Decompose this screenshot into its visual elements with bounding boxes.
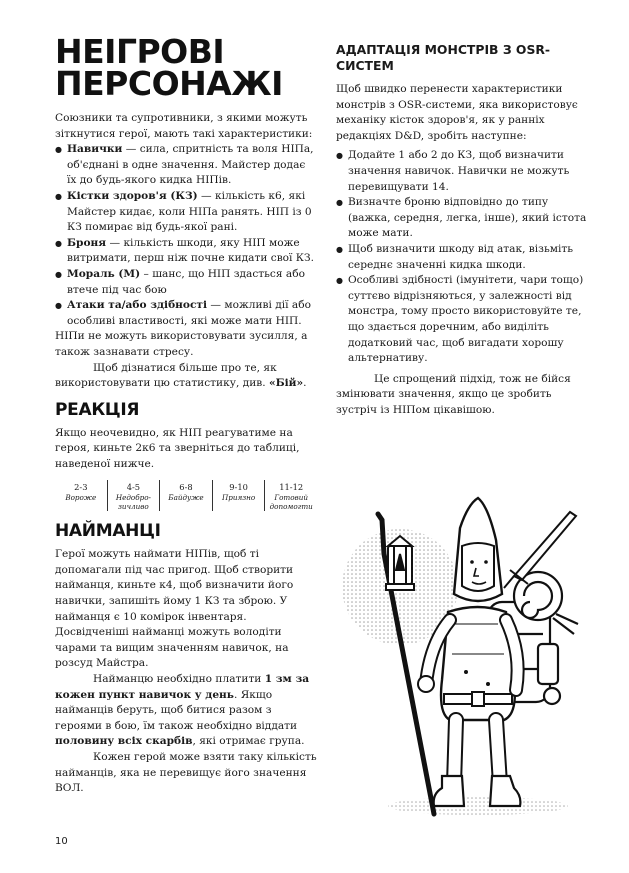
hirelings-paragraph-2 (55, 672, 317, 750)
reaction-result: Недобро-зичливо (115, 493, 151, 511)
reaction-table (55, 480, 317, 511)
reaction-result: Вороже (65, 493, 97, 503)
hirelings-p2-text: , які отримає група. (192, 735, 305, 748)
boot-left (434, 776, 464, 806)
combat-ref-text: Щоб дізнатися більше про те, як використовувати цю статистику, див. (55, 361, 277, 390)
stat-item (55, 236, 317, 267)
stat-text: – шанс, що НІП здасться або втече під час бою (67, 267, 305, 296)
reaction-paragraph: Якщо неочевидно, як НІП реагуватиме на героя, киньте 2к6 та зверніться до таблиці, наведеної нижче. (55, 426, 300, 470)
reaction-roll: 9-10 (229, 482, 248, 493)
stat-item (55, 298, 317, 329)
reaction-result: Байдуже (168, 493, 204, 503)
page-number: 10 (55, 836, 68, 847)
osr-list-item: ● Особливі здібності (імунітети, чари тощо) суттєво відрізняються, у залежності від монстра, тому просто використовуйте те, що здається доречним, або виділіть додатковий час, щоб вигадати хорошу альтернативу. (336, 273, 588, 367)
left-column (55, 32, 317, 797)
stat-text: — кількість шкоди, яку НІП може витримати, перш ніж почне кидати свої КЗ. (67, 236, 314, 265)
reaction-cell (160, 480, 213, 511)
intro-paragraph: Союзники та супротивники, з якими можуть зіткнутися герої, мають такі характеристики: (55, 112, 313, 140)
page-title-line-2: ПЕРСОНАЖІ (55, 64, 283, 103)
osr-outro-paragraph: Це спрощений підхід, тож не бійся змінювати значення, якщо це зробить зустріч із НІПом цікавішою. (336, 372, 571, 416)
lantern-icon (386, 536, 414, 590)
hirelings-p2-text: . Якщо найманців беруть, щоб битися разом з героями в бою, їм також необхідно віддати (55, 688, 298, 732)
osr-list (336, 148, 588, 366)
hirelings-p2-text: Найманцю необхідно платити (93, 673, 265, 686)
combat-ref-link: «Бій» (268, 377, 304, 390)
reaction-cell (55, 480, 108, 511)
boot-right (490, 776, 520, 806)
stat-term: Атаки та/або здібності (67, 299, 208, 312)
adventurer-illustration (338, 484, 584, 819)
page-title (55, 32, 317, 103)
hirelings-heading: НАЙМАНЦІ (55, 521, 161, 542)
osr-list-item: ● Визначте броню відповідно до типу (важка, середня, легка, інше), який істота може мати. (336, 195, 588, 242)
stat-item (55, 142, 317, 189)
stat-text: — можливі дії або особливі властивості, які може мати НІП. (67, 299, 311, 327)
hirelings-paragraph-1: Герої можуть наймати НІПів, щоб ті допомагали під час пригод. Щоб створити найманця, киньте к4, щоб визначити його навички, запишіть йому 1 КЗ та зброю. У найманця є 10 комірок інвентаря. Досвідченіші найманці можуть володіти чарами та вищим значенням навичок, на розсуд Майстра. (55, 548, 294, 670)
stat-text: — сила, спритність та воля НІПа, об'єднані в одне значення. Майстер додає їх до будь-якого кидка НІПів. (67, 143, 314, 187)
reaction-roll: 6-8 (179, 482, 193, 493)
reaction-result: Приязно (221, 493, 256, 503)
stat-term: Мораль (М) (67, 267, 141, 280)
reaction-cell (265, 480, 317, 511)
osr-heading: АДАПТАЦІЯ МОНСТРІВ З OSR-СИСТЕМ (336, 42, 551, 73)
ground-shadow (388, 797, 568, 815)
reaction-cell (108, 480, 161, 511)
osr-list-item: ● Щоб визначити шкоду від атак, візьміть середнє значенні кидка шкоди. (336, 242, 588, 273)
after-stats-paragraph: НІПи не можуть використовувати зусилля, а також зазнавати стресу. (55, 330, 308, 358)
stat-item (55, 189, 317, 236)
reaction-roll: 11-12 (279, 482, 304, 493)
osr-intro-paragraph: Щоб швидко перенести характеристики монстрів з OSR-системи, яка використовує механіку кісток здоров'я, як у ранніх редакціях D&D, зробіть наступне: (336, 83, 578, 142)
osr-list-item: ● Додайте 1 або 2 до КЗ, щоб визначити значення навичок. Навички не можуть перевищувати 14. (336, 148, 588, 195)
hirelings-p2-bold: половину всіх скарбів (55, 735, 193, 748)
stat-term: Кістки здоров'я (КЗ) (67, 189, 198, 202)
hirelings-paragraph-3: Кожен герой може взяти таку кількість найманців, яка не перевищує його значення ВОЛ. (55, 751, 317, 795)
stats-list (55, 142, 317, 329)
stat-term: Броня (67, 236, 107, 249)
stat-text: — кількість к6, які Майстер кидає, коли НІПа ранять. НІП із 0 КЗ помирає від будь-якої рані. (67, 189, 312, 234)
combat-reference-paragraph (55, 361, 317, 392)
reaction-roll: 2-3 (74, 482, 88, 493)
reaction-result: Готовий допомогти (269, 493, 313, 511)
reaction-roll: 4-5 (126, 482, 141, 493)
hirelings-p2-bold: 1 зм за кожен пункт навичок у день (55, 673, 310, 701)
stat-term: Навички (67, 143, 123, 156)
combat-ref-end: . (303, 377, 307, 390)
page-title-line-1: НЕІГРОВІ (55, 32, 225, 71)
stat-item (55, 267, 317, 298)
reaction-heading: РЕАКЦІЯ (55, 399, 140, 420)
right-column (336, 36, 588, 418)
reaction-cell (213, 480, 266, 511)
